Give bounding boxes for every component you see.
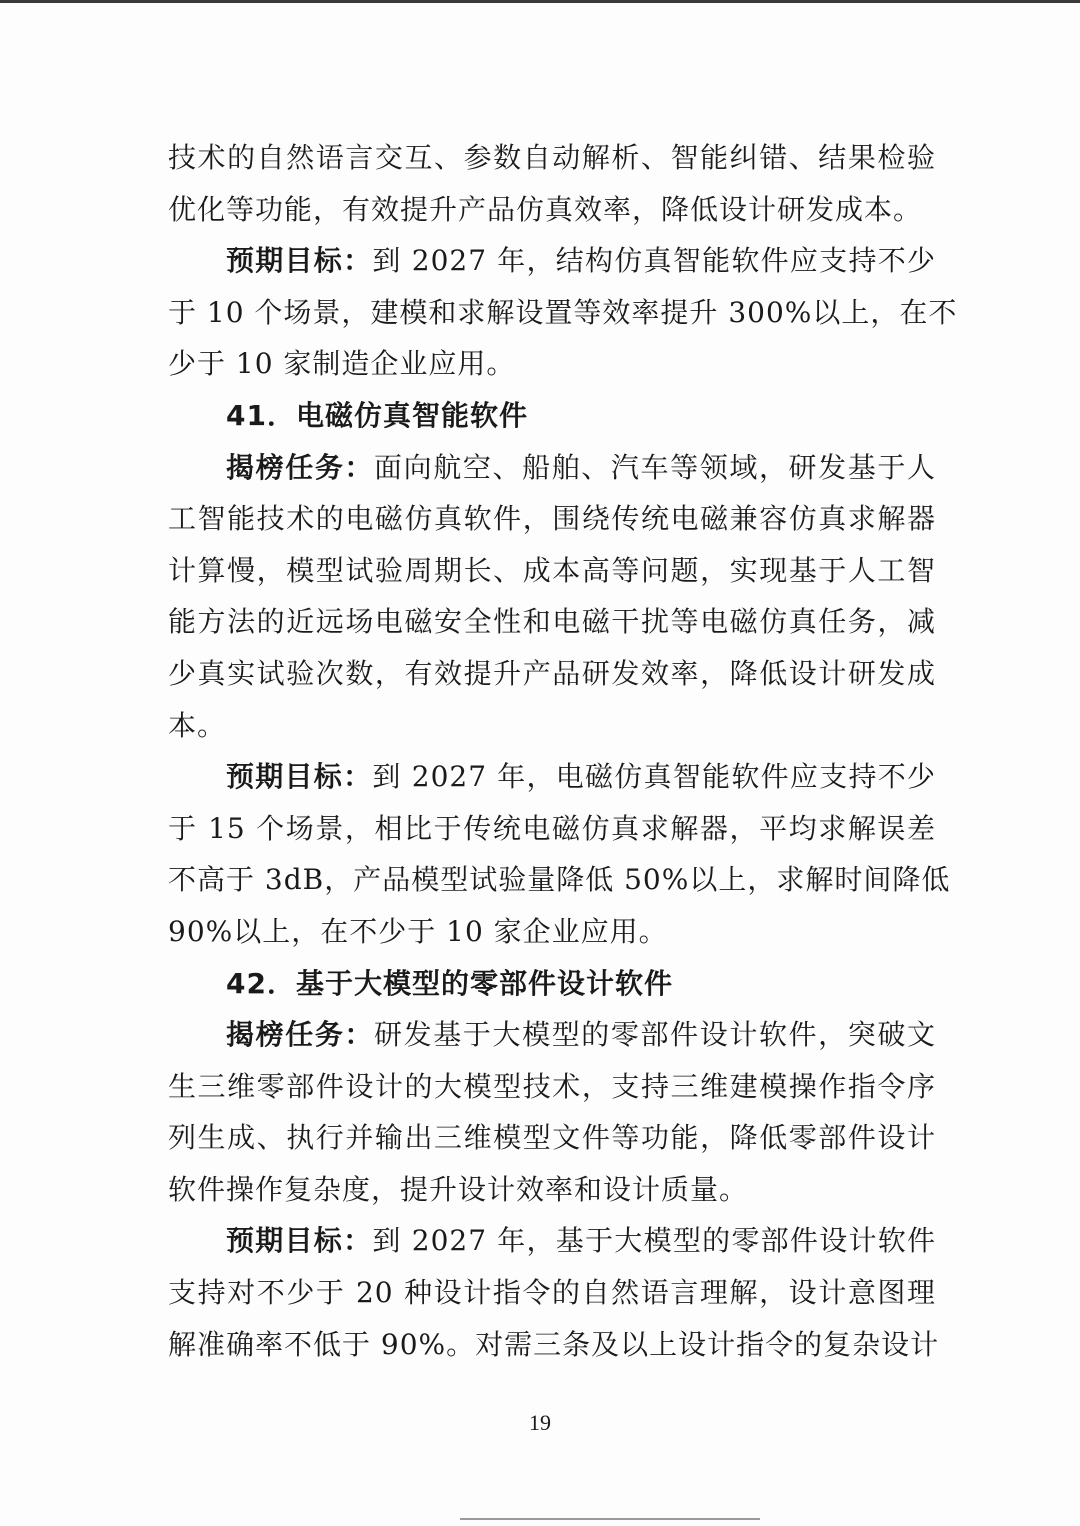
page-number: 19 xyxy=(529,1410,551,1435)
section-heading-42: 42．基于大模型的零部件设计软件 xyxy=(226,966,673,1000)
body-line-4: 于 10 个场景，建模和求解设置等效率提升 300%以上，在不 xyxy=(168,295,958,329)
body-line-12: 本。 xyxy=(168,708,227,742)
body-line-24: 解准确率不低于 90%。对需三条及以上设计指令的复杂设计 xyxy=(168,1327,940,1361)
top-border-line xyxy=(0,0,1080,3)
paragraph-text: 到 2027 年，基于大模型的零部件设计软件 xyxy=(372,1224,936,1258)
paragraph-text: 到 2027 年，电磁仿真智能软件应支持不少 xyxy=(372,760,936,794)
body-line-21: 软件操作复杂度，提升设计效率和设计质量。 xyxy=(168,1172,749,1206)
paragraph-text: 到 2027 年，结构仿真智能软件应支持不少 xyxy=(372,244,936,278)
body-line-23: 支持对不少于 20 种设计指令的自然语言理解，设计意图理 xyxy=(168,1276,936,1310)
expected-goal-label: 预期目标： xyxy=(226,244,373,278)
expected-goal-label: 预期目标： xyxy=(226,760,373,794)
paragraph-text: 研发基于大模型的零部件设计软件，突破文 xyxy=(374,1018,936,1052)
body-line-1: 技术的自然语言交互、参数自动解析、智能纠错、结果检验 xyxy=(168,141,936,174)
paragraph-text: 面向航空、船舶、汽车等领域，研发基于人 xyxy=(374,450,936,484)
document-body xyxy=(168,132,958,1370)
body-line-5: 少于 10 家制造企业应用。 xyxy=(168,347,516,381)
body-line-8: 工智能技术的电磁仿真软件，围绕传统电磁兼容仿真求解器 xyxy=(168,502,936,536)
body-line-16: 90%以上，在不少于 10 家企业应用。 xyxy=(168,914,668,948)
body-line-11: 少真实试验次数，有效提升产品研发效率，降低设计研发成 xyxy=(168,656,936,690)
body-line-15: 不高于 3dB，产品模型试验量降低 50%以上，求解时间降低 xyxy=(168,863,951,897)
expected-goal-paragraph-41 xyxy=(168,751,936,803)
expected-goal-label: 预期目标： xyxy=(226,1224,373,1258)
task-label: 揭榜任务： xyxy=(226,1018,375,1052)
body-line-2: 优化等功能，有效提升产品仿真效率，降低设计研发成本。 xyxy=(168,192,923,226)
task-label: 揭榜任务： xyxy=(226,450,375,484)
task-paragraph-41 xyxy=(168,442,936,494)
body-line-10: 能方法的近远场电磁安全性和电磁干扰等电磁仿真任务，减 xyxy=(168,605,936,639)
body-line-20: 列生成、执行并输出三维模型文件等功能，降低零部件设计 xyxy=(168,1121,936,1155)
expected-goal-paragraph-1 xyxy=(168,235,936,287)
body-line-19: 生三维零部件设计的大模型技术，支持三维建模操作指令序 xyxy=(168,1069,936,1103)
bottom-border-line xyxy=(460,1518,760,1520)
section-heading-41: 41．电磁仿真智能软件 xyxy=(226,398,528,432)
expected-goal-paragraph-42 xyxy=(168,1215,936,1267)
task-paragraph-42 xyxy=(168,1009,936,1061)
body-line-14: 于 15 个场景，相比于传统电磁仿真求解器，平均求解误差 xyxy=(168,811,936,845)
body-line-9: 计算慢，模型试验周期长、成本高等问题，实现基于人工智 xyxy=(168,553,936,587)
